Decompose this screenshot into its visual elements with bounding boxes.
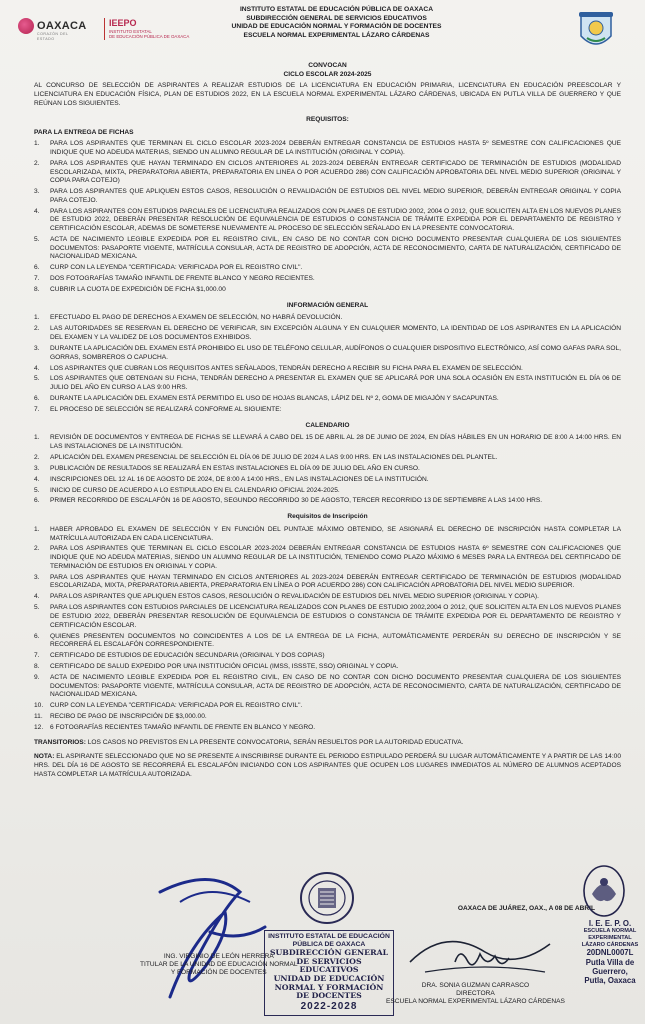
ieepo-logo-text: IEEPO xyxy=(109,18,137,28)
nota-label: NOTA: xyxy=(34,753,55,761)
oaxaca-logo-subtext: CORAZÓN DEL ESTADO xyxy=(37,32,69,41)
signer-title: DIRECTORA xyxy=(456,990,495,998)
list-item: 1. REVISIÓN DE DOCUMENTOS Y ENTREGA DE FICHAS SE LLEVARÁ A CABO DEL 15 DE ABRIL AL 28 DE JUNIO DE 2024, EN DÍAS HÁBILES EN UN HORARIO DE 8:00 A 14:00 HRS. EN LAS INSTALACIONES DE LA INSTITUCIÓN. xyxy=(34,434,621,451)
list-item: 6. QUIENES PRESENTEN DOCUMENTOS NO COINCIDENTES A LOS DE LA ENTREGA DE LA FICHA, AUTOMÁTICAMENTE PERDERÁN SU DERECHO DE INSCRIPCIÓN Y SE RECORRERÁ EL ESCALAFÓN CORRESPONDIENTE. xyxy=(34,632,621,649)
heading-line: SUBDIRECCIÓN GENERAL DE SERVICIOS EDUCATIVOS xyxy=(246,14,427,22)
list-item: 4. LOS ASPIRANTES QUE CUBRAN LOS REQUISITOS ANTES SEÑALADOS, TENDRÁN DERECHO A RECIBIR SU FICHA PARA EL EXAMEN DE SELECCIÓN. xyxy=(34,364,523,372)
list-item: 5. ACTA DE NACIMIENTO LEGIBLE EXPEDIDA POR EL REGISTRO CIVIL, EN CASO DE NO CONTAR CON DICHO DOCUMENTO PRESENTAR CUALQUIERA DE LOS SIGUIENTES DOCUMENTOS: PASAPORTE VIGENTE, MATRÍCULA CONSULAR, ACTA DE REGISTRO DE ADOPCIÓN, ACTA DE RECONOCIMIENTO, CARTA DE NATURALIZACIÓN, CERTIFICADO DE NACIONALIDAD MEXICANA. xyxy=(34,235,621,261)
list-item: 10. CURP CON LA LEYENDA "CERTIFICADA: VERIFICADA POR EL REGISTRO CIVIL". xyxy=(34,702,303,710)
list-item: 2. PARA LOS ASPIRANTES QUE TERMINAN EL CICLO ESCOLAR 2023-2024 DEBERÁN ENTREGAR CONSTANCIA DE ESTUDIOS HASTA 6º SEMESTRE CON CALIFICACIONES QUE INDIQUE QUE NO ADEUDA MATERIAS, SIENDO UN ALUMNO REGULAR DE LA INSTITUCIÓN, TENIENDO COMO PLAZO MÁXIMO 6 MESES PARA LA ENTREGA DEL CERTIFICADO DE TERMINACIÓN DE ESTUDIOS EN ORIGINAL Y COPIA. xyxy=(34,545,621,570)
heading-line: ESCUELA NORMAL EXPERIMENTAL LÁZARO CÁRDENAS xyxy=(243,31,430,39)
list-item: 11. RECIBO DE PAGO DE INSCRIPCIÓN DE $3,000.00. xyxy=(34,713,207,721)
mexican-eagle-seal-icon xyxy=(582,864,626,918)
list-item: 6. DURANTE LA APLICACIÓN DEL EXAMEN ESTÁ PERMITIDO EL USO DE HOJAS BLANCAS, LÁPIZ DEL Nº 2, GOMA DE MIGAJÓN Y SACAPUNTAS. xyxy=(34,395,499,403)
seal-years: 2022-2028 xyxy=(300,1000,358,1012)
list-item: 3. PUBLICACIÓN DE RESULTADOS SE REALIZARÁ EN ESTAS INSTALACIONES EL DÍA 09 DE JULIO DEL AÑO EN CURSO. xyxy=(34,464,420,472)
list-item: 12. 6 FOTOGRAFÍAS RECIENTES TAMAÑO INFANTIL DE FRENTE EN BLANCO Y NEGRO. xyxy=(34,724,316,732)
inscripcion-list xyxy=(34,526,621,733)
requisitos-list xyxy=(34,140,621,295)
signer-title: Y FORMACIÓN DE DOCENTES xyxy=(170,969,267,977)
seal-line: NORMAL Y FORMACIÓN xyxy=(274,982,384,992)
list-item: 7. DOS FOTOGRAFÍAS TAMAÑO INFANTIL DE FRENTE BLANCO Y NEGRO RECIENTES. xyxy=(34,275,315,283)
seal-line: SUBDIRECCIÓN GENERAL xyxy=(269,948,389,958)
list-item: 8. CERTIFICADO DE SALUD EXPEDIDO POR UNA INSTITUCIÓN OFICIAL (IMSS, ISSSTE, SSO) ORIGINAL Y COPIA. xyxy=(34,663,399,671)
heading-line: UNIDAD DE EDUCACIÓN NORMAL Y FORMACIÓN DE DOCENTES xyxy=(231,23,442,31)
stamp-line: LÁZARO CÁRDENAS xyxy=(581,941,639,948)
list-item: 5. INICIO DE CURSO DE ACUERDO A LO ESTIPULADO EN EL CALENDARIO OFICIAL 2024-2025. xyxy=(34,486,340,494)
ieepo-logo-subtext-1: INSTITUTO ESTATAL xyxy=(109,28,152,34)
entrega-fichas-heading: PARA LA ENTREGA DE FICHAS xyxy=(34,128,134,136)
list-item: 8. CUBRIR LA CUOTA DE EXPEDICIÓN DE FICHA $1,000.00 xyxy=(34,286,226,294)
list-item: 5. PARA LOS ASPIRANTES CON ESTUDIOS PARCIALES DE LICENCIATURA REALIZADOS CON PLANES DE ESTUDIO 2002,2004 O 2012, QUE SOLICITEN ALTA EN LOS NUEVOS PLANES DE ESTUDIO 2022, DEBERÁN PRESENTAR RESOLUCIÓN DE EQUIVALENCIA DE ESTUDIOS O CONSTANCIA DE TRÁMITE EXPEDIDA POR EL DEPARTAMENTO DE REGISTRO Y CERTIFICACIÓN ESCOLAR. xyxy=(34,604,621,629)
signer-name: ING. VIRGINIO DE LEÓN HERRERA xyxy=(163,953,274,960)
stamp-line: Putla, Oaxaca xyxy=(584,976,636,986)
informacion-general-heading: INFORMACIÓN GENERAL xyxy=(286,301,369,309)
seal-line: PÚBLICA DE OAXACA xyxy=(292,941,366,949)
transitorios-text: LOS CASOS NO PREVISTOS EN LA PRESENTE CONVOCATORIA, SERÁN RESUELTOS POR LA AUTORIDAD EDUCATIVA. xyxy=(85,738,464,746)
list-item: 9. ACTA DE NACIMIENTO LEGIBLE EXPEDIDA POR EL REGISTRO CIVIL, EN CASO DE NO CONTAR CON DICHO DOCUMENTO PRESENTAR CUALQUIERA DE LOS SIGUIENTES DOCUMENTOS: PASAPORTE VIGENTE, MATRÍCULA CONSULAR, ACTA DE REGISTRO DE ADOPCIÓN, ACTA DE RECONOCIMIENTO, CARTA DE NATURALIZACIÓN, CERTIFICADO DE NACIONALIDAD MEXICANA. xyxy=(34,673,621,699)
seal-line: INSTITUTO ESTATAL DE EDUCACIÓN xyxy=(268,933,390,940)
list-item: 4. INSCRIPCIONES DEL 12 AL 16 DE AGOSTO DE 2024, DE 8:00 A 14:00 HRS., EN LAS INSTALACIONES DE LA INSTITUCIÓN. xyxy=(34,475,429,483)
stamp-line: I. E. E. P. O. xyxy=(588,919,632,928)
list-item: 7. EL PROCESO DE SELECCIÓN SE REALIZARÁ CONFORME AL SIGUIENTE: xyxy=(34,405,282,413)
list-item: 4. PARA LOS ASPIRANTES CON ESTUDIOS PARCIALES DE LICENCIATURA REALIZADOS CON PLANES DE ESTUDIO 2002, 2004 O 2012, QUE SOLICITEN ALTA EN LOS NUEVOS PLANES DE ESTUDIO 2022, DEBERÁN PRESENTAR RESOLUCIÓN DE EQUIVALENCIA DE ESTUDIOS O CONSTANCIA DE TRÁMITE EXPEDIDA POR EL DEPARTAMENTO DE REGISTRO Y CERTIFICACIÓN ESCOLAR, ADEMAS DE SOMETERSE NUEVAMENTE AL PROCESO DE SELECCIÓN SEÑALADO EN LA PRESENTE CONVOCATORIA. xyxy=(34,207,621,233)
list-item: 6. CURP CON LA LEYENDA "CERTIFICADA: VERIFICADA POR EL REGISTRO CIVIL". xyxy=(34,264,303,272)
oaxaca-logo-icon xyxy=(18,18,34,34)
list-item: 5. LOS ASPIRANTES QUE OBTENGAN SU FICHA, TENDRÁN DERECHO A PRESENTAR EL EXAMEN QUE SE APLICARÁ POR UNA SOLA OCASIÓN EN ESTA INSTITUCIÓN EL DÍA 06 DE JULIO DEL AÑO EN CURSO A LAS 9:00 HRS. xyxy=(34,375,621,392)
signer-name: DRA. SONIA GUZMAN CARRASCO xyxy=(421,982,530,989)
list-item: 1. HABER APROBADO EL EXAMEN DE SELECCIÓN Y EN FUNCIÓN DEL PUNTAJE MÁXIMO OBTENIDO, SE ASIGNARÁ EL DERECHO DE INSCRIPCIÓN HASTA COMPLETAR LA MATRÍCULA AUTORIZADA EN CADA LICENCIATURA. xyxy=(34,525,621,542)
school-stamp xyxy=(575,919,645,986)
list-item: 2. PARA LOS ASPIRANTES QUE HAYAN TERMINADO EN CICLOS ANTERIORES AL 2023-2024 DEBERÁN ENTREGAR CERTIFICADO DE TERMINACIÓN DE ESTUDIOS (MODALIDAD ESCOLARIZADA, MIXTA, PREPARATORIA ABIERTA, PREPARATORIA EN LINEA O POR ACUERDO 286) CON CALIFICACIÓN APROBATORIA DEL NIVEL MEDIO SUPERIOR (ORIGINAL Y COPIA PARA COTEJO) xyxy=(34,159,621,185)
intro-paragraph: AL CONCURSO DE SELECCIÓN DE ASPIRANTES A REALIZAR ESTUDIOS DE LA LICENCIATURA EN EDUCACIÓN PRIMARIA, LICENCIATURA EN EDUCACIÓN PREESCOLAR Y LICENCIATURA EN EDUCACIÓN FÍSICA, PLAN DE ESTUDIOS 2022, EN LA ESCUELA NORMAL EXPERIMENTAL LÁZARO CÁRDENAS, UBICADA EN PUTLA VILLA DE GUERRERO Y QUE REÚNAN LOS SIGUIENTES. xyxy=(34,82,621,107)
round-seal-icon xyxy=(298,870,356,926)
stamp-line: Putla Villa de Guerrero, xyxy=(585,957,635,977)
oaxaca-logo-text: OAXACA xyxy=(37,19,87,32)
transitorios-paragraph xyxy=(34,739,621,748)
list-item: 2. APLICACIÓN DEL EXAMEN PRESENCIAL DE SELECCIÓN EL DÍA 06 DE JULIO DE 2024 A LAS 9:00 HRS. EN LAS INSTALACIONES DEL PLANTEL. xyxy=(34,453,498,461)
signer-title: ESCUELA NORMAL EXPERIMENTAL LÁZARO CÁRDENAS xyxy=(386,998,565,1006)
list-item: 6. PRIMER RECORRIDO DE ESCALAFÓN 16 DE AGOSTO, SEGUNDO RECORRIDO 30 DE AGOSTO, TERCER RECORRIDO 13 DE SEPTIEMBRE A LAS 14:00 HRS. xyxy=(34,497,543,505)
requisitos-heading: REQUISITOS: xyxy=(306,115,349,123)
list-item: 3. PARA LOS ASPIRANTES QUE APLIQUEN ESTOS CASOS, RESOLUCIÓN O REVALIDACIÓN DE ESTUDIOS DEL NIVEL MEDIO SUPERIOR, DEBERÁN ENTREGAR ORIGINAL Y COPIA PARA COTEJO. xyxy=(34,188,621,204)
list-item: 4. PARA LOS ASPIRANTES QUE APLIQUEN ESTOS CASOS, RESOLUCIÓN O REVALIDACIÓN DE ESTUDIOS DEL NIVEL MEDIO SUPERIOR (ORIGINAL Y COPIA). xyxy=(34,593,539,601)
informacion-list xyxy=(34,314,621,414)
signer-title: TITULAR DE LA UNIDAD DE EDUCACIÓN NORMAL xyxy=(140,961,298,969)
nota-text: EL ASPIRANTE SELECCIONADO QUE NO SE PRESENTE A INSCRIBIRSE DURANTE EL PERIODO ESTIPULADO PERDERÁ SU LUGAR AUTOMÁTICAMENTE Y A PARTIR DE LAS 14:00 HRS. DEL DÍA 16 DE AGOSTO SE RECORRERÁ EL ESCALAFÓN INICIANDO CON LOS ASPIRANTES QUE OCUPEN LOS LUGARES INMEDIATOS AL NÚMERO DE ALUMNOS ACEPTADOS HASTA COMPLETAR LA MATRÍCULA AUTORIZADA. xyxy=(34,753,621,778)
list-item: 3. DURANTE LA APLICACIÓN DEL EXAMEN ESTÁ PROHIBIDO EL USO DE TELÉFONO CELULAR, AUDÍFONOS O CUALQUIER DISPOSITIVO ELECTRÓNICO, ASÍ COMO GAFAS PARA SOL, GORRAS, SOMBREROS O CAPUCHA. xyxy=(34,344,621,361)
transitorios-label: TRANSITORIOS: xyxy=(34,738,86,746)
institution-heading xyxy=(34,6,621,40)
signature-center-icon xyxy=(405,932,555,982)
list-item: 2. LAS AUTORIDADES SE RESERVAN EL DERECHO DE VERIFICAR, SIN EXCEPCIÓN ALGUNA Y EN CUALQUIER MOMENTO, LA IDENTIDAD DE LOS ASPIRANTES EN LA APLICACIÓN DEL EXAMEN Y LA VALIDEZ DE LOS DOCUMENTOS EXHIBIDOS. xyxy=(34,325,621,342)
list-item: 1. EFECTUADO EL PAGO DE DERECHOS A EXAMEN DE SELECCIÓN, NO HABRÁ DEVOLUCIÓN. xyxy=(34,314,343,322)
seal-line: DE SERVICIOS EDUCATIVOS xyxy=(296,956,362,975)
convocation-title xyxy=(34,62,621,79)
list-item: 3. PARA LOS ASPIRANTES QUE HAYAN TERMINADO EN CICLOS ANTERIORES AL 2023-2024 DEBERÁN ENTREGAR CERTIFICADO DE TERMINACIÓN DE ESTUDIOS (MODALIDAD ESCOLARIZADA, MIXTA, PREPARATORIA ABIERTA, PREPARATORIA EN LÍNEA O POR ACUERDO 286) CON CALIFICACIÓN APROBATORIA DEL NIVEL MEDIO SUPERIOR. xyxy=(34,573,621,590)
document-header xyxy=(34,6,621,58)
ciclo-label: CICLO ESCOLAR 2024-2025 xyxy=(283,70,372,78)
seal-line: DE DOCENTES xyxy=(296,991,362,1001)
stamp-line: ESCUELA NORMAL EXPERIMENTAL xyxy=(583,928,637,942)
stamp-line: 20DNL0007L xyxy=(586,948,634,958)
heading-line: INSTITUTO ESTATAL DE EDUCACIÓN PÚBLICA DE OAXACA xyxy=(239,6,434,13)
calendario-list xyxy=(34,434,621,506)
list-item: 1. PARA LOS ASPIRANTES QUE TERMINAN EL CICLO ESCOLAR 2023-2024 DEBERÁN ENTREGAR CONSTANCIA DE ESTUDIOS HASTA 5º SEMESTRE CON CALIFICACIONES QUE INDIQUE QUE NO ADEUDA MATERIAS, SIENDO UN ALUMNO REGULAR DE LA INSTITUCIÓN (ORIGINAL Y COPIA). xyxy=(34,140,621,156)
ieepo-logo-subtext-2: DE EDUCACIÓN PÚBLICA DE OAXACA xyxy=(109,33,190,39)
list-item: 7. CERTIFICADO DE ESTUDIOS DE EDUCACIÓN SECUNDARIA (ORIGINAL Y DOS COPIAS) xyxy=(34,652,325,660)
signature-block-center xyxy=(386,982,565,1007)
school-crest-icon xyxy=(575,10,617,54)
place-date: OAXACA DE JUÁREZ, OAX., A 08 DE ABRIL xyxy=(457,905,595,912)
seal-line: UNIDAD DE EDUCACIÓN xyxy=(273,974,385,983)
convoca-label: CONVOCAN xyxy=(308,62,347,69)
signature-block-left xyxy=(140,953,298,978)
calendario-heading: CALENDARIO xyxy=(305,421,350,429)
signature-left-icon xyxy=(150,872,270,1002)
inscripcion-heading: Requisitos de Inscripción xyxy=(287,513,368,521)
nota-paragraph xyxy=(34,753,621,779)
